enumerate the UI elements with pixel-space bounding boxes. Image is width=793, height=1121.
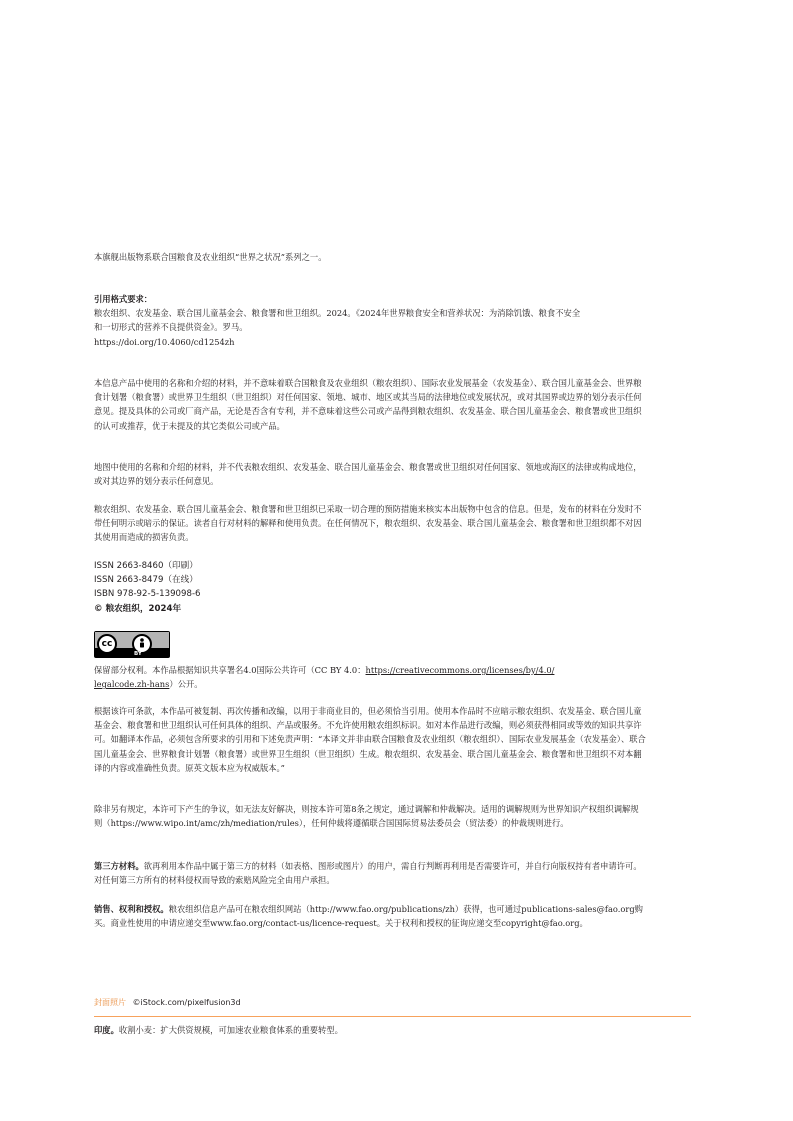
cover-caption [94, 1023, 646, 1037]
issn-print: ISSN 2663-8460（印刷） [94, 561, 198, 571]
sales-rights-paragraph [94, 902, 646, 930]
license-terms-paragraph: 根据该许可条款，本作品可被复制、再次传播和改编，以用于非商业目的，但必须恰当引用。使用本作品时不应暗示粮农组织、农发基金、联合国儿童基金会、粮食署和世卫组织认可任何具体的组织、产品或服务。不允许使用粮农组织标识。如对本作品进行改编，则必须获得相同或等效的知识共享许可。如翻译本作品，必须包含所要求的引用和下述免责声明：“本译文并非由联合国粮食及农业组织（粮农组织）、国际农业发展基金（农发基金）、联合国儿童基金会、世界粮食计划署（粮食署）或世界卫生组织（世卫组织）生成。粮农组织、农发基金、联合国儿童基金会、粮食署和世卫组织不对本翻译的内容或准确性负责。原英文版本应为权威版本。” [94, 706, 646, 773]
disclaimer-paragraph-2: 地图中使用的名称和介绍的材料，并不代表粮农组织、农发基金、联合国儿童基金会、粮食署或世卫组织对任何国家、领地或海区的法律或构成地位，或对其边界的划分表示任何意见。 [94, 462, 642, 487]
intro-text: 本旗舰出版物系联合国粮食及农业组织“世界之状况”系列之一。 [94, 252, 327, 262]
copyright-line: © 粮农组织，2024年 [94, 603, 182, 614]
third-party-label: 第三方材料。 [94, 861, 144, 871]
isbn-number: ISBN 978-92-5-139098-6 [94, 589, 201, 600]
sales-label: 销售、权利和授权。 [94, 904, 169, 914]
disclaimer-paragraph-3: 粮农组织、农发基金、联合国儿童基金会、粮食署和世卫组织已采取一切合理的预防措施来核实本出版物中包含的信息。但是，发布的材料在分发时不带任何明示或暗示的保证。读者自行对材料的解释和使用负责。在任何情况下，粮农组织、农发基金、联合国儿童基金会、粮食署和世卫组织都不对因其使用而造成的损害负责。 [94, 504, 642, 543]
cover-photo-source: ©iStock.com/pixelfusion3d [132, 998, 241, 1007]
isbn-block [94, 559, 646, 616]
license-link-part-2[interactable]: legalcode.zh-hans [94, 679, 170, 690]
citation-heading: 引用格式要求： [94, 294, 153, 304]
cover-photo-label: 封面照片 [94, 998, 126, 1007]
third-party-paragraph [94, 859, 646, 887]
third-party-text: 欲再利用本作品中属于第三方的材料（如表格、图形或图片）的用户，需自行判断再利用是否需要许可，并自行向版权持有者申请许可。对任何第三方所有的材料侵权而导致的索赔风险完全由用户承担。 [94, 861, 642, 886]
cover-caption-text: 收割小麦：扩大供资规模，可加速农业粮食体系的重要转型。 [118, 1025, 343, 1035]
citation-block [94, 292, 646, 349]
cover-photo-credit [94, 996, 646, 1010]
rights-prefix: 保留部分权利。本作品根据知识共享署名4.0国际公共许可（CC BY 4.0： [94, 665, 366, 675]
citation-line-1: 粮农组织、农发基金、联合国儿童基金会、粮食署和世卫组织。2024。《2024年世界粮食安全和营养状况：为消除饥饿、粮食不安全 [94, 308, 581, 319]
sales-text: 粮农组织信息产品可在粮农组织网站（http://www.fao.org/publications/zh）获得，也可通过publications-sales@fao.org购买。商业性使用的申请应递交至www.fao.org/contact-us/licence-request。关于权利和授权的征询应递交至copyright@fao.org。 [94, 904, 643, 929]
license-link-part-1[interactable]: https://creativecommons.org/licenses/by/4.0/ [365, 665, 555, 675]
cover-caption-location: 印度。 [94, 1025, 119, 1035]
citation-line-2: 和一切形式的营养不良提供资金》。罗马。 [94, 322, 248, 333]
cc-by-license-badge[interactable] [94, 631, 170, 658]
dispute-resolution-paragraph: 除非另有规定，本许可下产生的争议，如无法友好解决，则按本许可第8条之规定，通过调解和仲裁解决。适用的调解规则为世界知识产权组织调解规则（https://www.wipo.int/amc/zh/mediation/rules），任何仲裁将遵循联合国国际贸易法委员会（贸法委）的仲裁规则进行。 [94, 804, 639, 829]
citation-doi-link[interactable]: https://doi.org/10.4060/cd1254zh [94, 336, 235, 347]
issn-online: ISSN 2663-8479（在线） [94, 575, 198, 586]
license-rights-text [94, 663, 646, 691]
divider-rule [94, 1016, 691, 1017]
by-label: BY [134, 651, 142, 657]
disclaimer-paragraph-1: 本信息产品中使用的名称和介绍的材料，并不意味着联合国粮食及农业组织（粮农组织）、国际农业发展基金（农发基金）、联合国儿童基金会、世界粮食计划署（粮食署）或世界卫生组织（世卫组织）对任何国家、领地、城市、地区或其当局的法律地位或发展状况，或对其国界或边界的划分表示任何意见。提及具体的公司或厂商产品，无论是否含有专利，并不意味着这些公司或产品得到粮农组织、农发基金、联合国儿童基金会、粮食署或世卫组织的认可或推荐，优于未提及的其它类似公司或产品。 [94, 378, 642, 431]
rights-suffix: ）公开。 [169, 679, 203, 690]
cc-icon: cc [97, 634, 117, 654]
